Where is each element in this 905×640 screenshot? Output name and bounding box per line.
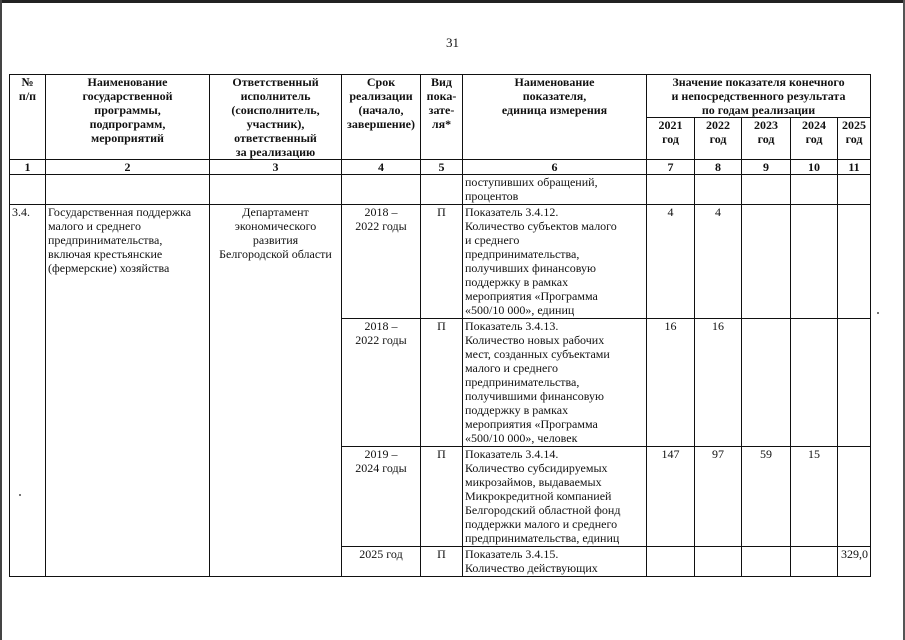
cell-value-2023	[742, 319, 791, 447]
cell-indicator: Показатель 3.4.13. Количество новых рабочих мест, созданных субъектами малого и среднего предпринимательства, получившими финансовую поддержку в рамках мероприятия «Программа «500/10 000», человек	[463, 319, 647, 447]
cell-value-2023	[742, 205, 791, 319]
col-header-year-2022: 2022 год	[695, 118, 742, 160]
scan-speck	[877, 312, 879, 314]
col-header-program: Наименование государственной программы, подпрограмм, мероприятий	[46, 75, 210, 160]
cell-value-2022	[695, 175, 742, 205]
col-header-executor: Ответственный исполнитель (соисполнитель, участник), ответственный за реализацию	[210, 75, 342, 160]
cell-program: Государственная поддержка малого и среднего предпринимательства, включая крестьянские (фермерские) хозяйства	[46, 205, 210, 577]
cell-value-2022	[695, 547, 742, 577]
cell-indicator: Показатель 3.4.14. Количество субсидируемых микрозаймов, выдаваемых Микрокредитной компанией Белгородский областной фонд поддержки малого и среднего предпринимательства, единиц	[463, 447, 647, 547]
cell-term: 2018 – 2022 годы	[342, 205, 421, 319]
column-number: 10	[791, 160, 838, 175]
cell-indicator: Показатель 3.4.15. Количество действующих	[463, 547, 647, 577]
column-number: 5	[421, 160, 463, 175]
cell-value-2025	[838, 205, 871, 319]
cell-value-2024	[791, 175, 838, 205]
cell-executor: Департамент экономического развития Белгородской области	[210, 205, 342, 577]
cell-executor	[210, 175, 342, 205]
cell-value-2022: 97	[695, 447, 742, 547]
column-number: 6	[463, 160, 647, 175]
column-number: 4	[342, 160, 421, 175]
column-number: 9	[742, 160, 791, 175]
column-number: 11	[838, 160, 871, 175]
cell-kind	[421, 175, 463, 205]
cell-value-2025	[838, 319, 871, 447]
scan-left-edge	[0, 0, 2, 640]
column-number: 3	[210, 160, 342, 175]
scan-top-edge	[0, 0, 905, 3]
cell-program	[46, 175, 210, 205]
cell-indicator: Показатель 3.4.12. Количество субъектов малого и среднего предпринимательства, получивших финансовую поддержку в рамках мероприятия «Программа «500/10 000», единиц	[463, 205, 647, 319]
cell-no: 3.4.	[10, 205, 46, 577]
cell-kind: П	[421, 319, 463, 447]
cell-no	[10, 175, 46, 205]
cell-value-2021: 16	[647, 319, 695, 447]
col-header-year-2021: 2021 год	[647, 118, 695, 160]
cell-value-2023: 59	[742, 447, 791, 547]
cell-value-2025	[838, 175, 871, 205]
cell-value-2023	[742, 175, 791, 205]
col-header-term: Срок реализации (начало, завершение)	[342, 75, 421, 160]
indicator-table	[9, 74, 871, 577]
cell-kind: П	[421, 447, 463, 547]
col-header-year-2025: 2025 год	[838, 118, 871, 160]
cell-value-2024: 15	[791, 447, 838, 547]
cell-value-2022: 4	[695, 205, 742, 319]
column-number: 1	[10, 160, 46, 175]
cell-value-2024	[791, 319, 838, 447]
cell-term	[342, 175, 421, 205]
cell-value-2024	[791, 205, 838, 319]
column-number-row	[10, 160, 871, 175]
table-row	[10, 205, 871, 319]
cell-indicator: поступивших обращений, процентов	[463, 175, 647, 205]
col-header-kind: Вид пока- зате- ля*	[421, 75, 463, 160]
table-row	[10, 175, 871, 205]
cell-value-2021	[647, 175, 695, 205]
table-header-row	[10, 75, 871, 118]
page-number: 31	[446, 35, 459, 50]
cell-value-2025: 329,0	[838, 547, 871, 577]
cell-term: 2018 – 2022 годы	[342, 319, 421, 447]
col-header-indicator: Наименование показателя, единица измерения	[463, 75, 647, 160]
cell-value-2023	[742, 547, 791, 577]
col-header-year-2024: 2024 год	[791, 118, 838, 160]
cell-value-2021: 147	[647, 447, 695, 547]
col-header-year-2023: 2023 год	[742, 118, 791, 160]
column-number: 8	[695, 160, 742, 175]
cell-value-2021: 4	[647, 205, 695, 319]
col-header-values-group: Значение показателя конечного и непосредственного результата по годам реализации	[647, 75, 871, 118]
cell-value-2021	[647, 547, 695, 577]
cell-value-2022: 16	[695, 319, 742, 447]
col-header-no: № п/п	[10, 75, 46, 160]
column-number: 7	[647, 160, 695, 175]
cell-value-2024	[791, 547, 838, 577]
cell-value-2025	[838, 447, 871, 547]
cell-kind: П	[421, 205, 463, 319]
column-number: 2	[46, 160, 210, 175]
cell-term: 2019 – 2024 годы	[342, 447, 421, 547]
cell-term: 2025 год	[342, 547, 421, 577]
cell-kind: П	[421, 547, 463, 577]
